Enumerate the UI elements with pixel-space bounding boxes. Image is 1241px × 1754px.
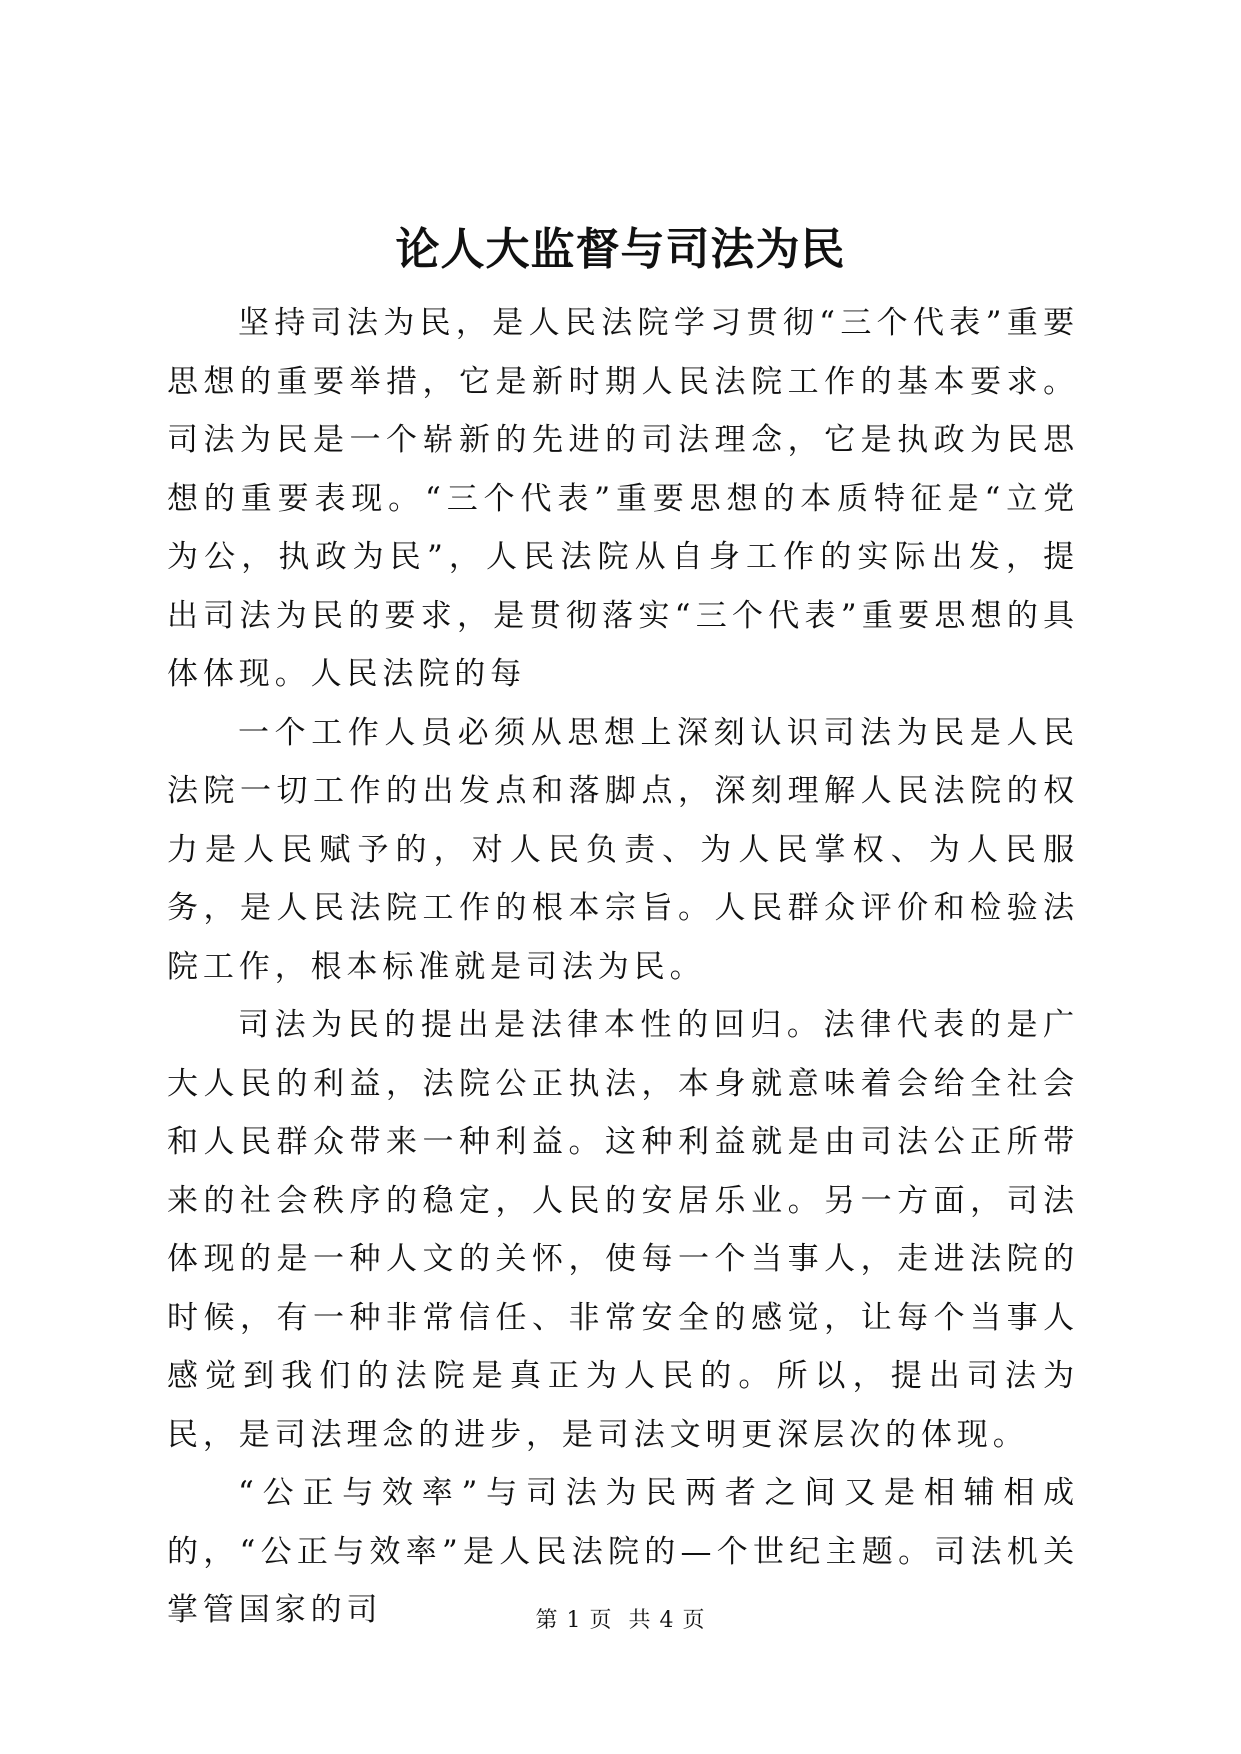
document-body	[167, 294, 1079, 1640]
paragraph-3: 司法为民的提出是法律本性的回归。法律代表的是广大人民的利益，法院公正执法，本身就意味着会给全社会和人民群众带来一种利益。这种利益就是由司法公正所带来的社会秩序的稳定，人民的安居乐业。另一方面，司法体现的是一种人文的关怀，使每一个当事人，走进法院的时候，有一种非常信任、非常安全的感觉，让每个当事人感觉到我们的法院是真正为人民的。所以，提出司法为民，是司法理念的进步，是司法文明更深层次的体现。	[167, 1007, 1079, 1453]
page-number: 第 1 页	[535, 1608, 613, 1633]
paragraph-4: “公正与效率”与司法为民两者之间又是相辅相成的，“公正与效率”是人民法院的—个世纪主题。司法机关掌管国家的司	[167, 1475, 1079, 1628]
document-title: 论人大监督与司法为民	[395, 224, 846, 275]
page-footer	[0, 1606, 1241, 1636]
page-total: 共 4 页	[628, 1608, 706, 1633]
paragraph-2: 一个工作人员必须从思想上深刻认识司法为民是人民法院一切工作的出发点和落脚点，深刻理解人民法院的权力是人民赋予的，对人民负责、为人民掌权、为人民服务，是人民法院工作的根本宗旨。人民群众评价和检验法院工作，根本标准就是司法为民。	[167, 714, 1079, 985]
paragraph-1: 坚持司法为民，是人民法院学习贯彻“三个代表”重要思想的重要举措，它是新时期人民法院工作的基本要求。司法为民是一个崭新的先进的司法理念，它是执政为民思想的重要表现。“三个代表”重要思想的本质特征是“立党为公，执政为民”，人民法院从自身工作的实际出发，提出司法为民的要求，是贯彻落实“三个代表”重要思想的具体体现。人民法院的每	[167, 305, 1079, 692]
